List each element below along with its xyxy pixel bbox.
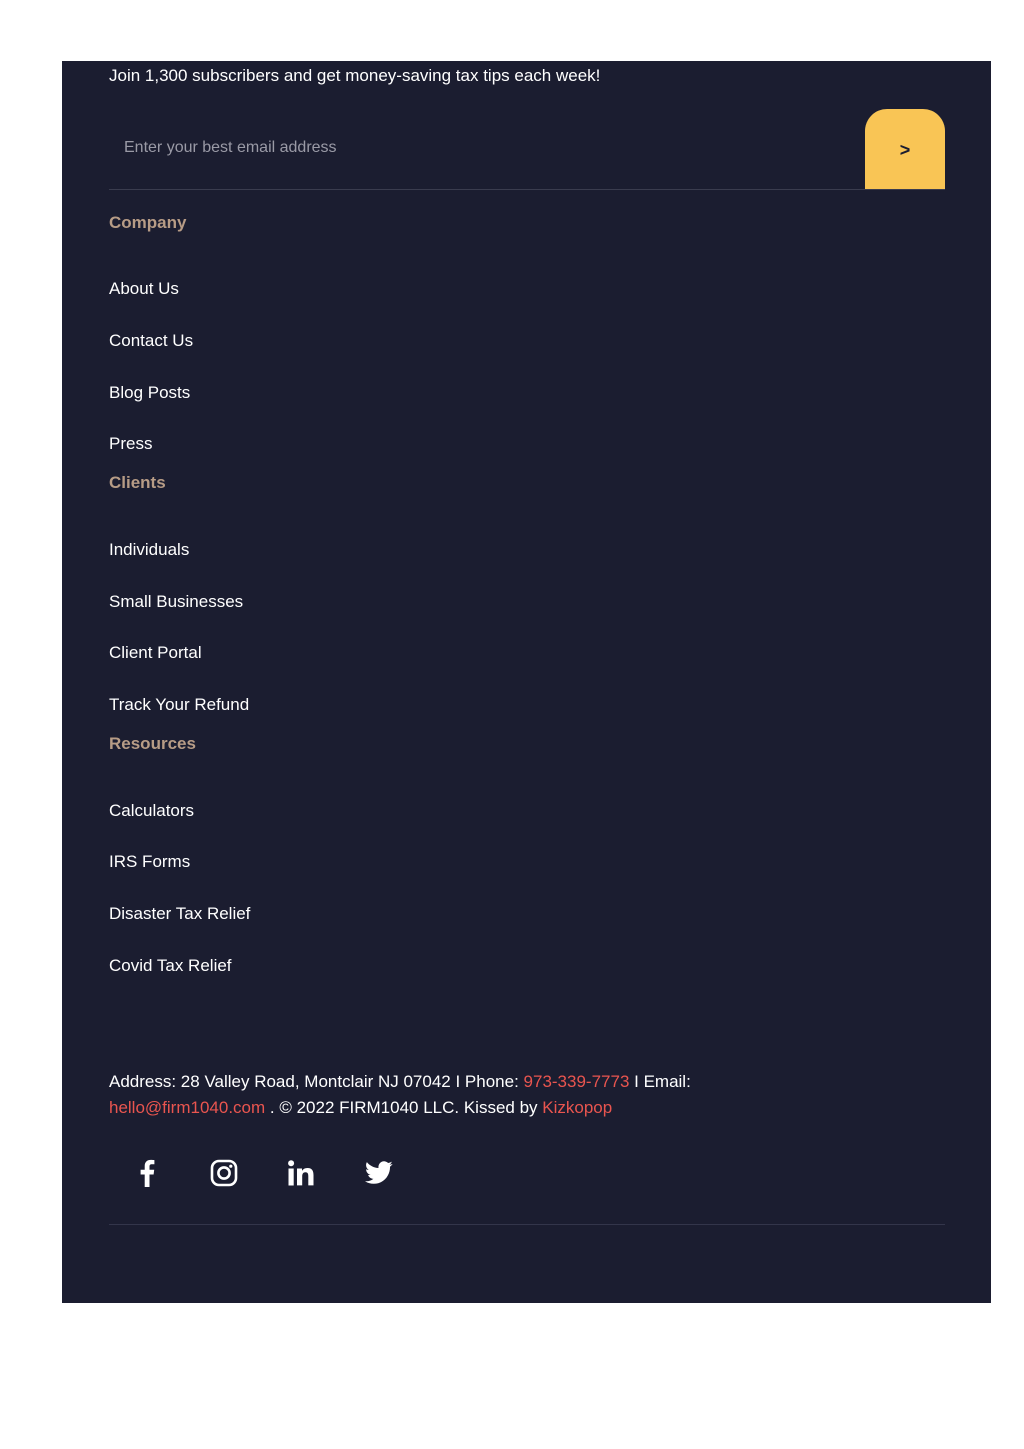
link-irs-forms[interactable]: IRS Forms <box>109 852 191 871</box>
link-disaster-tax-relief[interactable]: Disaster Tax Relief <box>109 904 251 923</box>
link-covid-tax-relief[interactable]: Covid Tax Relief <box>109 956 232 975</box>
copyright-text: . © 2022 FIRM1040 LLC. Kissed by <box>265 1098 543 1117</box>
contact-info <box>109 1069 809 1121</box>
submit-button[interactable]: > <box>865 109 945 189</box>
email-link[interactable]: hello@firm1040.com <box>109 1098 266 1117</box>
clients-heading: Clients <box>109 473 166 492</box>
email-label: I Email: <box>629 1072 691 1091</box>
link-about-us[interactable]: About Us <box>109 279 179 298</box>
link-track-your-refund[interactable]: Track Your Refund <box>109 695 250 714</box>
company-heading: Company <box>109 213 187 232</box>
link-blog-posts[interactable]: Blog Posts <box>109 383 191 402</box>
link-client-portal[interactable]: Client Portal <box>109 643 202 662</box>
resources-heading: Resources <box>109 734 196 753</box>
facebook-icon[interactable] <box>129 1155 165 1191</box>
linkedin-icon[interactable] <box>283 1155 319 1191</box>
link-calculators[interactable]: Calculators <box>109 801 195 820</box>
email-input[interactable] <box>109 109 865 187</box>
link-contact-us[interactable]: Contact Us <box>109 331 194 350</box>
link-small-businesses[interactable]: Small Businesses <box>109 592 244 611</box>
twitter-icon[interactable] <box>361 1155 397 1191</box>
phone-link[interactable]: 973-339-7773 <box>523 1072 630 1091</box>
instagram-icon[interactable] <box>206 1155 242 1191</box>
site-footer <box>62 61 991 1303</box>
link-individuals[interactable]: Individuals <box>109 540 190 559</box>
newsletter-tagline: Join 1,300 subscribers and get money-saving tax tips each week! <box>109 66 601 85</box>
newsletter-form <box>109 109 945 190</box>
credit-link[interactable]: Kizkopop <box>542 1098 613 1117</box>
link-press[interactable]: Press <box>109 434 153 453</box>
address-text: Address: 28 Valley Road, Montclair NJ 07042 I Phone: <box>109 1072 524 1091</box>
footer-divider <box>109 1224 945 1225</box>
